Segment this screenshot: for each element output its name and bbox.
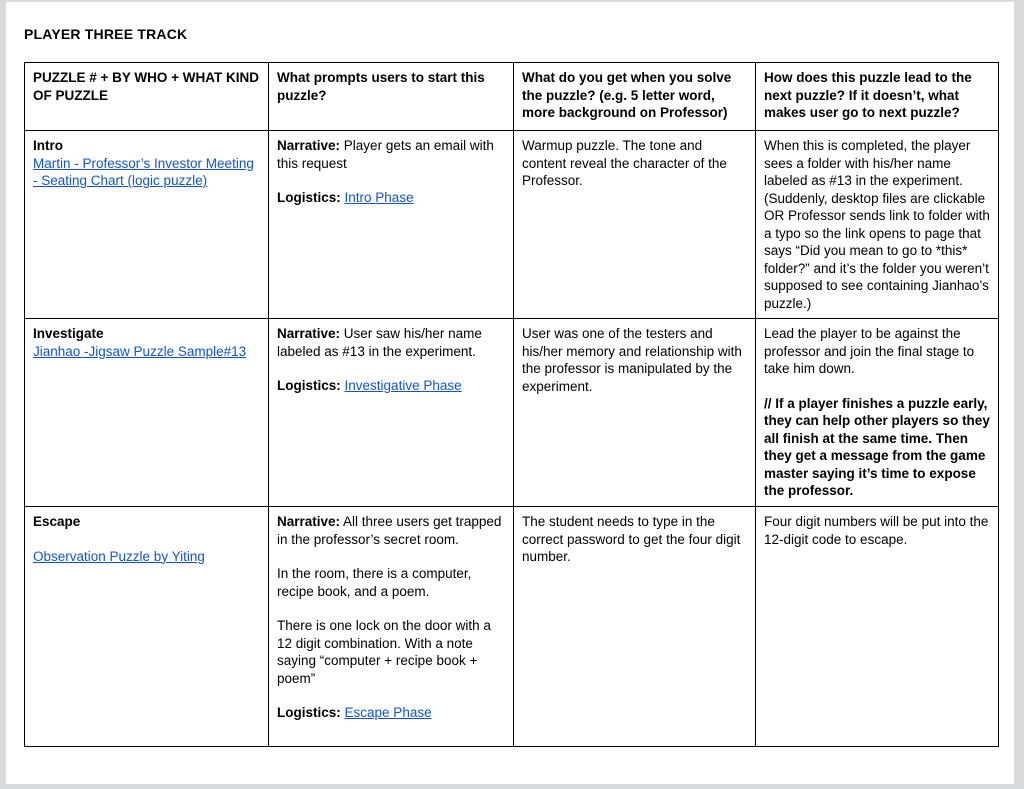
solve-text: The student needs to type in the correct password to get the four digit number.: [522, 514, 741, 564]
cell-intro-next: [756, 131, 999, 319]
header-prompt-col: What prompts users to start this puzzle?: [269, 63, 514, 131]
narrative-text: All three users get trapped in the professor’s secret room.: [277, 514, 502, 547]
document-page: [6, 2, 1014, 784]
puzzle-doc-link[interactable]: Observation Puzzle by Yiting: [33, 548, 205, 564]
cell-investigate-solve: [514, 319, 756, 507]
puzzle-track-table: [24, 62, 999, 747]
puzzle-doc-link[interactable]: Jianhao -Jigsaw Puzzle Sample#13: [33, 343, 247, 359]
puzzle-doc-link[interactable]: Martin - Professor’s Investor Meeting - Seating Chart (logic puzzle): [33, 155, 254, 188]
logistics-phase-link[interactable]: Escape Phase: [344, 705, 432, 720]
narrative-text: User saw his/her name labeled as #13 in the experiment.: [277, 326, 482, 359]
phase-name: Escape: [33, 514, 81, 529]
table-header-row: [25, 63, 999, 131]
narrative-label: Narrative:: [277, 514, 341, 529]
narrative-text: Player gets an email with this request: [277, 138, 494, 171]
cell-escape-puzzle: [25, 507, 269, 747]
cell-intro-solve: [514, 131, 756, 319]
page-title: PLAYER THREE TRACK: [24, 26, 188, 42]
cell-intro-prompt: [269, 131, 514, 319]
phase-name: Investigate: [33, 326, 104, 341]
narrative-text-3: There is one lock on the door with a 12 digit combination. With a note saying “computer + recipe book + poem”: [277, 618, 491, 686]
cell-investigate-puzzle: [25, 319, 269, 507]
table-row-intro: [25, 131, 999, 319]
logistics-label: Logistics:: [277, 378, 341, 393]
table-row-escape: [25, 507, 999, 747]
next-text: Four digit numbers will be put into the 12-digit code to escape.: [764, 514, 989, 547]
solve-text: User was one of the testers and his/her memory and relationship with the professor is manipulated by the experiment.: [522, 326, 742, 394]
narrative-label: Narrative:: [277, 326, 341, 341]
cell-intro-puzzle: [25, 131, 269, 319]
logistics-phase-link[interactable]: Intro Phase: [344, 190, 414, 205]
cell-investigate-prompt: [269, 319, 514, 507]
solve-text: Warmup puzzle. The tone and content reveal the character of the Professor.: [522, 138, 727, 188]
header-puzzle-col: PUZZLE # + BY WHO + WHAT KIND OF PUZZLE: [25, 63, 269, 131]
cell-investigate-next: [756, 319, 999, 507]
header-next-col: How does this puzzle lead to the next puzzle? If it doesn’t, what makes user go to next puzzle?: [756, 63, 999, 131]
logistics-phase-link[interactable]: Investigative Phase: [344, 378, 462, 393]
next-text: When this is completed, the player sees a folder with his/her name labeled as #13 in the experiment. (Suddenly, desktop files are clickable OR Professor sends link to folder with a typo so the link opens to page that says “Did you mean to go to *this* folder?” and it’s the folder you weren’t supposed to see containing Jianhao’s puzzle.): [764, 138, 990, 311]
cell-escape-solve: [514, 507, 756, 747]
narrative-label: Narrative:: [277, 138, 341, 153]
logistics-label: Logistics:: [277, 705, 341, 720]
cell-escape-prompt: [269, 507, 514, 747]
cell-escape-next: [756, 507, 999, 747]
header-solve-col: What do you get when you solve the puzzle? (e.g. 5 letter word, more background on Professor): [514, 63, 756, 131]
narrative-text-2: In the room, there is a computer, recipe book, and a poem.: [277, 566, 472, 599]
table-row-investigate: [25, 319, 999, 507]
next-text: Lead the player to be against the professor and join the final stage to take him down.: [764, 326, 975, 376]
next-note-bold: // If a player finishes a puzzle early, they can help other players so they all finish at the same time. Then they get a message from the game master saying it’s time to expose the professor.: [764, 395, 990, 498]
logistics-label: Logistics:: [277, 190, 341, 205]
phase-name: Intro: [33, 138, 63, 153]
